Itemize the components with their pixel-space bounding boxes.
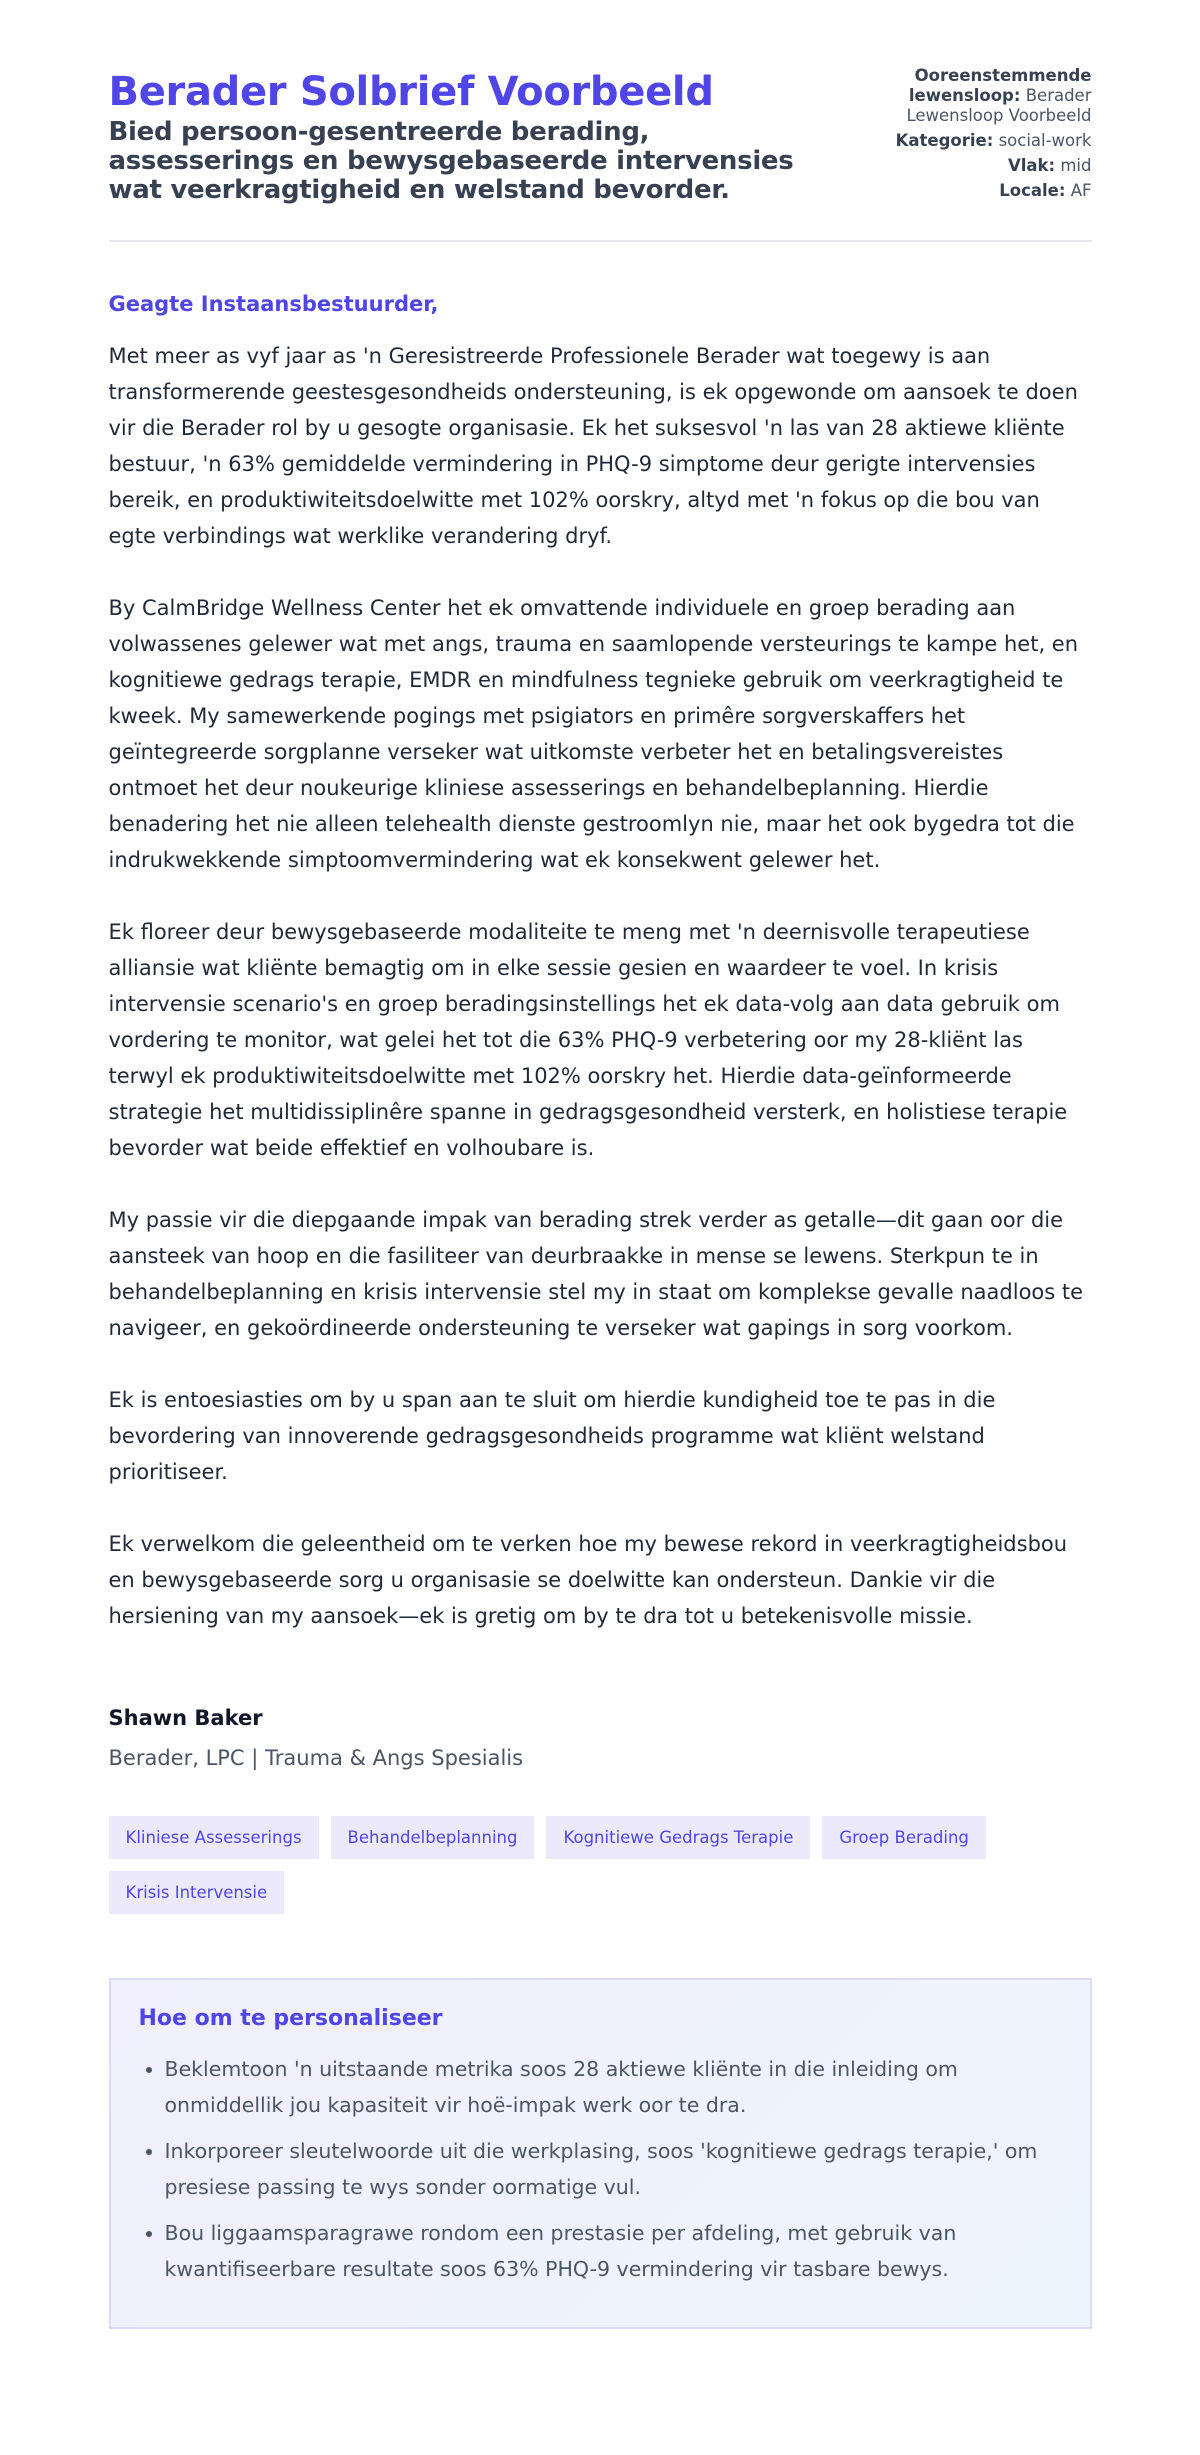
meta-label: Locale: bbox=[999, 181, 1066, 200]
signature-title: Berader, LPC | Trauma & Angs Spesialis bbox=[108, 1746, 524, 1770]
meta-value: Berader Lewensloop Voorbeeld bbox=[906, 86, 1092, 125]
meta-locale bbox=[862, 181, 1092, 201]
tip-item: • Beklemtoon 'n uitstaande metrika soos 28 aktiewe kliënte in die inleiding om onmiddellik jou kapasiteit vir hoë-impak werk oor te dra. bbox=[165, 2051, 1062, 2123]
meta-category bbox=[862, 131, 1092, 151]
letter-paragraph: By CalmBridge Wellness Center het ek omvattende individuele en groep berading aan volwassenes gelewer wat met angs, trauma en saamlopende versteurings te kampe het, en kognitiewe gedrags terapie, EMDR en mindfulness tegnieke gebruik om veerkragtigheid te kweek. My samewerkende pogings met psigiators en primêre sorgverskaffers het geïntegreerde sorgplanne verseker wat uitkomste verbeter het en betalingsvereistes ontmoet het deur noukeurige kliniese assesserings en behandelbeplanning. Hierdie benadering het nie alleen telehealth dienste gestroomlyn nie, maar het ook bygedra tot die indrukwekkende simptoomvermindering wat ek konsekwent gelewer het. bbox=[108, 596, 1079, 872]
meta-resume bbox=[862, 66, 1092, 126]
skill-tag: Kliniese Assesserings bbox=[109, 1816, 319, 1859]
letter-paragraph: Ek floreer deur bewysgebaseerde modaliteite te meng met 'n deernisvolle terapeutiese alliansie wat kliënte bemagtig om in elke sessie gesien en waardeer te voel. In krisis intervensie scenario's en groep beradingsinstellings het ek data-volg aan data gebruik om vordering te monitor, wat gelei het tot die 63% PHQ-9 verbetering oor my 28-kliënt las terwyl ek produktiwiteitsdoelwitte met 102% oorskry het. Hierdie data-geïnformeerde strategie het multidissiplinêre spanne in gedragsgesondheid versterk, en holistiese terapie bevorder wat beide effektief en volhoubare is. bbox=[108, 920, 1068, 1160]
tips-list bbox=[139, 2051, 1062, 2287]
meta-level bbox=[862, 156, 1092, 176]
meta-info bbox=[862, 66, 1092, 206]
meta-label: Vlak: bbox=[1007, 156, 1056, 175]
skill-tag: Krisis Intervensie bbox=[109, 1871, 285, 1914]
meta-label: Kategorie: bbox=[895, 131, 994, 150]
meta-value: mid bbox=[1060, 156, 1092, 175]
letter-greeting: Geagte Instaansbestuurder, bbox=[108, 292, 439, 316]
letter-paragraph: Ek is entoesiasties om by u span aan te sluit om hierdie kundigheid toe te pas in die bevordering van innoverende gedragsgesondheids programme wat kliënt welstand prioritiseer. bbox=[108, 1388, 996, 1484]
tip-item: • Inkorporeer sleutelwoorde uit die werkplasing, soos 'kognitiewe gedrags terapie,' om presiese passing te wys sonder oormatige vul. bbox=[165, 2133, 1062, 2205]
skill-tag: Behandelbeplanning bbox=[331, 1816, 535, 1859]
page-header bbox=[109, 66, 1092, 242]
cover-letter-page bbox=[109, 0, 1092, 2329]
tip-item: • Bou liggaamsparagrawe rondom een prestasie per afdeling, met gebruik van kwantifiseerbare resultate soos 63% PHQ-9 vermindering vir tasbare bewys. bbox=[165, 2215, 1062, 2287]
page-title: Berader Solbrief Voorbeeld bbox=[108, 69, 714, 115]
skill-tag: Kognitiewe Gedrags Terapie bbox=[546, 1816, 810, 1859]
signature-name: Shawn Baker bbox=[108, 1706, 263, 1730]
page-subtitle: Bied persoon-gesentreerde berading, assesserings en bewysgebaseerde intervensies wat veerkragtigheid en welstand bevorder. bbox=[108, 117, 794, 205]
letter-paragraph: My passie vir die diepgaande impak van berading strek verder as getalle—dit gaan oor die aansteek van hoop en die fasiliteer van deurbraakke in mense se lewens. Sterkpun te in behandelbeplanning en krisis intervensie stel my in staat om komplekse gevalle naadloos te navigeer, en gekoördineerde ondersteuning te verseker wat gapings in sorg voorkom. bbox=[108, 1208, 1084, 1340]
personalization-tips bbox=[109, 1978, 1092, 2329]
letter-paragraph: Ek verwelkom die geleentheid om te verken hoe my bewese rekord in veerkragtigheidsbou en bewysgebaseerde sorg u organisasie se doelwitte kan ondersteun. Dankie vir die hersiening van my aansoek—ek is gretig om by te dra tot u betekenisvolle missie. bbox=[108, 1532, 1068, 1628]
letter-paragraph: Met meer as vyf jaar as 'n Geresistreerde Professionele Berader wat toegewy is aan transformerende geestesgesondheids ondersteuning, is ek opgewonde om aansoek te doen vir die Berader rol by u gesogte organisasie. Ek het suksesvol 'n las van 28 aktiewe kliënte bestuur, 'n 63% gemiddelde vermindering in PHQ-9 simptome deur gerigte intervensies bereik, en produktiwiteitsdoelwitte met 102% oorskry, altyd met 'n fokus op die bou van egte verbindings wat werklike verandering dryf. bbox=[108, 344, 1078, 548]
title-block bbox=[109, 66, 809, 205]
meta-value: social-work bbox=[998, 131, 1092, 150]
skill-tag: Groep Berading bbox=[822, 1816, 986, 1859]
meta-value: AF bbox=[1070, 181, 1092, 200]
skill-tags bbox=[109, 1816, 1092, 1914]
tips-title: Hoe om te personaliseer bbox=[138, 2006, 443, 2031]
meta-label: Ooreenstemmende lewensloop: bbox=[908, 66, 1092, 105]
